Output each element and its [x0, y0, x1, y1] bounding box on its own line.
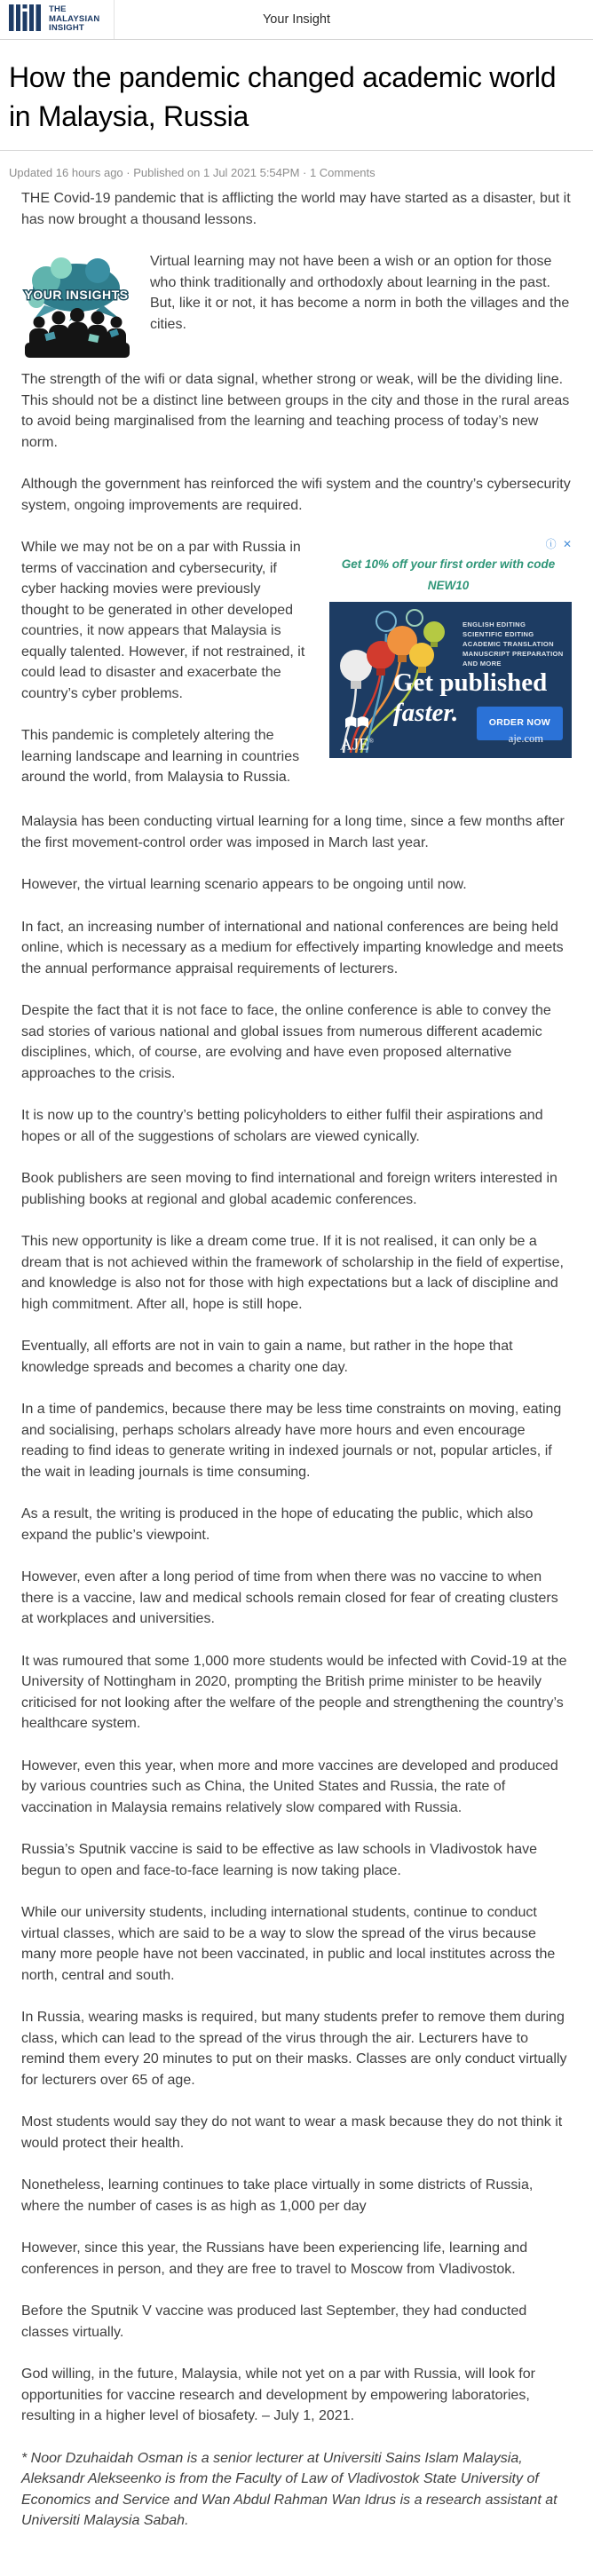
ad-service-line: AND MORE — [463, 660, 502, 668]
ad-controls — [325, 537, 572, 551]
tmi-logo-icon — [9, 3, 43, 37]
open-book-icon — [344, 714, 370, 730]
article-paragraph: In a time of pandemics, because there may be less time constraints on moving, eating and socialising, perhaps scholars already have more hours and even encourage reading to find ideas to generate writing in indexed journals or not, popular articles, if the wait in leading journals is time consuming. — [21, 1402, 562, 1480]
article-meta: Updated 16 hours ago · Published on 1 Jul 2021 5:54PM · 1 Comments — [9, 166, 376, 179]
article-paragraph: Eventually, all efforts are not in vain to gain a name, but rather in the hope that knowledge spreads and becomes a charity one day. — [21, 1339, 513, 1375]
article-paragraph: Despite the fact that it is not face to face, the online conference is able to convey the sad stories of various national and global issues from numerous different academic disciplines, which, of course, are evolving and have even proposed alternative approaches to the crisis. — [21, 1003, 551, 1081]
aje-logo — [340, 714, 374, 753]
registered-mark: ® — [368, 737, 375, 745]
logo-wordmark — [49, 5, 99, 34]
article-paragraph: Malaysia has been conducting virtual learning for a long time, since a few months after the first movement-control order was imposed in March last year. — [21, 814, 565, 850]
article-paragraph: Russia’s Sputnik vaccine is said to be effective as law schools in Vladivostok have begun to open and face-to-face learning is now taking place. — [21, 1842, 538, 1878]
ad-info-icon[interactable]: ⓘ — [545, 538, 557, 550]
article-paragraph: As a result, the writing is produced in the hope of educating the public, which also expand the public’s viewpoint. — [21, 1506, 534, 1543]
article-paragraph: Although the government has reinforced the wifi system and the country’s cybersecurity system, ongoing improvements are required. — [21, 477, 571, 513]
article-paragraph: However, since this year, the Russians have been experiencing life, learning and conferences in person, and they are free to travel to Moscow from Vladivostok. — [21, 2240, 528, 2277]
ad-service-line: ENGLISH EDITING — [463, 620, 526, 628]
ad-service-line: SCIENTIFIC EDITING — [463, 630, 534, 638]
ad-promo-text: Get 10% off your first order with code NEW10 — [341, 557, 556, 592]
ad-services-list — [463, 620, 563, 668]
ad-headline-line2: faster. — [393, 699, 459, 727]
logo-line-2: MALAYSIAN — [49, 13, 100, 24]
article-paragraph: In Russia, wearing masks is required, but many students prefer to remove them during class, which can lead to the spread of the virus through the air. Lecturers have to remind them every 20 minutes to put on their masks. Classes are only conduct virtually for lecturers over 65 of age. — [21, 2010, 567, 2088]
order-now-button[interactable]: ORDER NOW — [477, 707, 563, 740]
article-paragraph: This pandemic is completely altering the learning landscape and learning in countries around the world, from Malaysia to Russia. — [21, 728, 300, 785]
article-paragraph: Most students would say they do not want to wear a mask because they do not think it would protect their health. — [21, 2114, 563, 2151]
article-paragraph: The strength of the wifi or data signal, whether strong or weak, will be the dividing line. This should not be a distinct line between groups in the city and those in the rural areas to avoid being marginalised from the learning and teaching process of today’s new norm. — [21, 372, 570, 450]
site-header — [0, 0, 593, 40]
article-paragraph: THE Covid-19 pandemic that is afflicting the world may have started as a disaster, but it has now brought a thousand lessons. — [21, 191, 571, 227]
page-title: How the pandemic changed academic world in Malaysia, Russia — [9, 61, 557, 132]
article-paragraph: It was rumoured that some 1,000 more students would be infected with Covid-19 at the University of Nottingham in 2020, prompting the British prime minister to be heavily criticised for not looking after the welfare of the people and strengthening the country’s healthcare system. — [21, 1653, 567, 1731]
ad-banner[interactable] — [329, 602, 572, 758]
article-paragraph: Nonetheless, learning continues to take place virtually in some districts of Russia, where the number of cases is as high as 1,000 per day — [21, 2177, 534, 2214]
your-insights-image — [21, 254, 132, 360]
ad-service-line: ACADEMIC TRANSLATION — [463, 640, 554, 648]
ad-url-link[interactable]: aje.com — [508, 731, 543, 745]
article-head — [0, 58, 593, 136]
ad-close-icon[interactable]: ✕ — [562, 538, 572, 550]
section-title: Your Insight — [262, 12, 331, 27]
logo-line-1: THE — [49, 4, 67, 15]
article-paragraph: It is now up to the country’s betting policyholders to either fulfil their aspirations and hopes or all of the suggestions of scholars are viewed cynically. — [21, 1108, 543, 1144]
aje-brand-text: AJE — [340, 735, 369, 754]
article-paragraph: However, even this year, when more and more vaccines are developed and produced by various countries such as China, the United States and Russia, the rate of vaccination in Malaysia remains relatively slow compared with Russia. — [21, 1758, 558, 1815]
article-paragraph: While we may not be on a par with Russia in terms of vaccination and cybersecurity, if cyber hacking movies were previously thought to be generated in other developed countries, it now appears that Malaysia is equally talented. However, if not restrained, it could lead to disaster and exacerbate the country’s cyber problems. — [21, 540, 305, 701]
article-paragraph: Book publishers are seen moving to find international and foreign writers interested in publishing books at regional and global academic conferences. — [21, 1171, 557, 1207]
ad-headline-line1: Get published — [393, 668, 548, 697]
author-footnote: * Noor Dzuhaidah Osman is a senior lecturer at Universiti Sains Islam Malaysia, Aleksandr Alekseenko is from the Faculty of Law of Vladivostok State University of Economics and Service and Wan Abdul Rahman Wan Idrus is a research assistant at Universiti Malaysia Sabah. — [21, 2450, 557, 2528]
article-paragraph: In fact, an increasing number of international and national conferences are being held online, which is necessary as a medium for effectively imparting knowledge and meets the annual performance appraisal requirements of lecturers. — [21, 919, 564, 976]
article-paragraph: Before the Sputnik V vaccine was produced last September, they had conducted classes virtually. — [21, 2303, 527, 2340]
ad-paragraph-block — [21, 537, 572, 811]
article-paragraph: God willing, in the future, Malaysia, while not yet on a par with Russia, will look for opportunities for vaccine research and development by empowering laboratories, resulting in a higher level of biosafety. – July 1, 2021. — [21, 2367, 535, 2423]
your-insights-label: YOUR INSIGHTS — [24, 288, 129, 302]
ad-unit — [325, 537, 572, 808]
article-paragraph: Virtual learning may not have been a wish or an option for those who think traditionally and orthodoxly about learning in the past. But, like it or not, it has become a norm in both the villages and the cities. — [150, 254, 570, 332]
ad-service-line: MANUSCRIPT PREPARATION — [463, 650, 564, 658]
article-paragraph: However, the virtual learning scenario appears to be ongoing until now. — [21, 877, 467, 892]
image-paragraph-block — [21, 251, 572, 369]
site-logo[interactable] — [0, 0, 115, 39]
article-paragraph: While our university students, including international students, continue to conduct virtual classes, which are said to be a way to slow the spread of the virus because many more people have not been vaccinated, in public and local institutes across the north, central and south. — [21, 1905, 556, 1983]
article-paragraph: However, even after a long period of time from when there was no vaccine to when there is a vaccine, law and medical schools remain closed for fear of creating clusters at workplaces and universities. — [21, 1569, 558, 1626]
article-paragraph: This new opportunity is like a dream come true. If it is not realised, it can only be a dream that is not achieved within the framework of scholarship in the field of expertise, and knowledge is also not for those with high expectations but a lack of discipline and high commitment. After all, hope is still hope. — [21, 1234, 564, 1312]
logo-line-3: INSIGHT — [49, 23, 84, 34]
article-body — [0, 181, 593, 2576]
